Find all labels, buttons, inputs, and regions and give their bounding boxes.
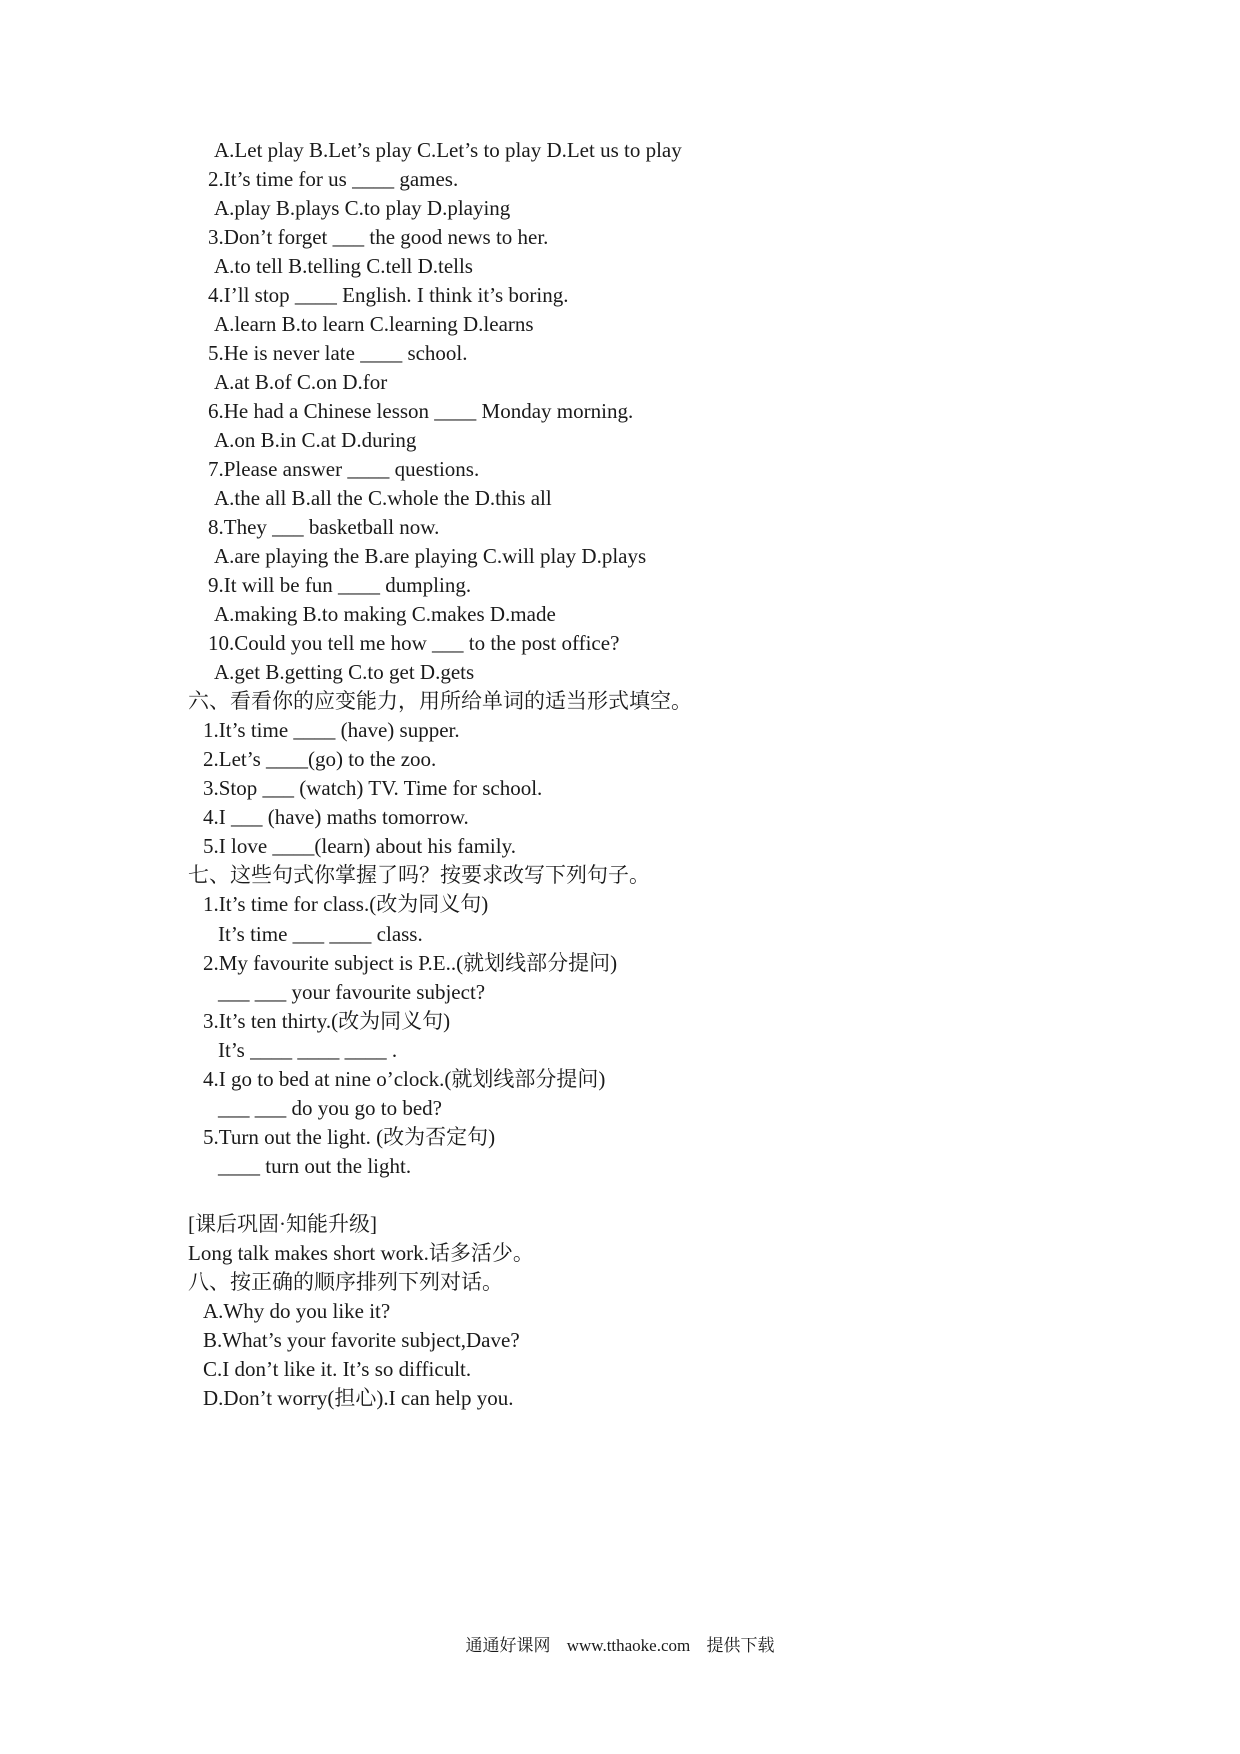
q6-stem: 6.He had a Chinese lesson ____ Monday morning. [208,399,634,423]
q6-options: A.on B.in C.at D.during [214,428,417,452]
q5-stem: 5.He is never late ____ school. [208,341,468,365]
q9-stem: 9.It will be fun ____ dumpling. [208,573,472,597]
s7-answer-1: It’s time ___ ____ class. [218,922,423,946]
s7-prompt-3: 3.It’s ten thirty.(改为同义句) [203,1009,451,1033]
s6-item-5: 5.I love ____(learn) about his family. [203,834,516,858]
s8-item-c: C.I don’t like it. It’s so difficult. [203,1357,472,1381]
q8-options: A.are playing the B.are playing C.will play D.plays [214,544,647,568]
section7-heading: 七、这些句式你掌握了吗？按要求改写下列句子。 [188,863,650,887]
q7-stem: 7.Please answer ____ questions. [208,457,480,481]
s7-prompt-5: 5.Turn out the light. (改为否定句) [203,1125,496,1149]
q10-stem: 10.Could you tell me how ___ to the post office? [208,631,620,655]
q4-options: A.learn B.to learn C.learning D.learns [214,312,534,336]
s6-item-4: 4.I ___ (have) maths tomorrow. [203,805,469,829]
q3-stem: 3.Don’t forget ___ the good news to her. [208,225,549,249]
q2-stem: 2.It’s time for us ____ games. [208,167,459,191]
q2-options: A.play B.plays C.to play D.playing [214,196,511,220]
footer-suffix: 提供下载 [706,1636,775,1655]
s6-item-2: 2.Let’s ____(go) to the zoo. [203,747,437,771]
s6-item-3: 3.Stop ___ (watch) TV. Time for school. [203,776,543,800]
q5-options: A.at B.of C.on D.for [214,370,388,394]
q8-stem: 8.They ___ basketball now. [208,515,440,539]
footer-site-name: 通通好课网 [465,1636,551,1655]
proverb: Long talk makes short work.话多活少。 [188,1241,534,1265]
s7-prompt-4: 4.I go to bed at nine o’clock.(就划线部分提问) [203,1067,606,1091]
s8-item-a: A.Why do you like it? [203,1299,391,1323]
s8-item-d: D.Don’t worry(担心).I can help you. [203,1386,514,1410]
q9-options: A.making B.to making C.makes D.made [214,602,556,626]
q1-options: A.Let play B.Let’s play C.Let’s to play D.Let us to play [214,138,682,162]
after-class-title: [课后巩固·知能升级] [188,1212,377,1236]
q7-options: A.the all B.all the C.whole the D.this all [214,486,552,510]
s6-item-1: 1.It’s time ____ (have) supper. [203,718,460,742]
s7-answer-2: ___ ___ your favourite subject? [218,980,486,1004]
s7-prompt-2: 2.My favourite subject is P.E..(就划线部分提问) [203,951,618,975]
footer-url: www.tthaoke.com [566,1636,691,1655]
s7-answer-3: It’s ____ ____ ____ . [218,1038,398,1062]
s7-answer-4: ___ ___ do you go to bed? [218,1096,442,1120]
q3-options: A.to tell B.telling C.tell D.tells [214,254,473,278]
s7-prompt-1: 1.It’s time for class.(改为同义句) [203,892,489,916]
q10-options: A.get B.getting C.to get D.gets [214,660,475,684]
section8-heading: 八、按正确的顺序排列下列对话。 [188,1270,503,1294]
s7-answer-5: ____ turn out the light. [218,1154,412,1178]
q4-stem: 4.I’ll stop ____ English. I think it’s boring. [208,283,569,307]
section6-heading: 六、看看你的应变能力，用所给单词的适当形式填空。 [188,689,692,713]
page-footer [0,1634,1240,1658]
s8-item-b: B.What’s your favorite subject,Dave? [203,1328,520,1352]
